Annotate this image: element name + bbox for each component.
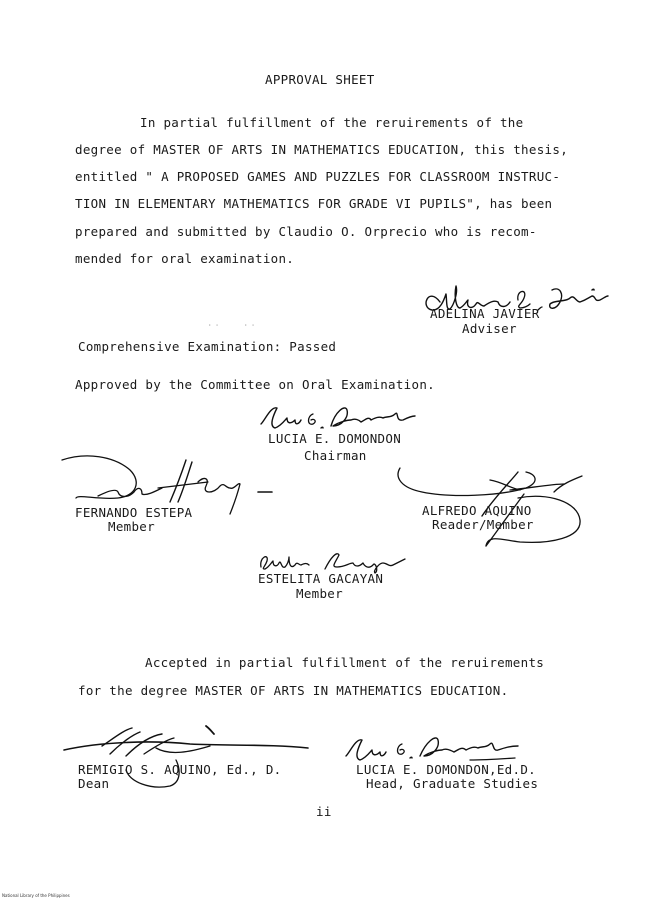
member-center-name: ESTELITA GACAYAN xyxy=(258,571,384,586)
document-title: APPROVAL SHEET xyxy=(265,72,375,87)
accepted-line-1: Accepted in partial fulfillment of the reruirements xyxy=(145,655,545,670)
body-line-4: TION IN ELEMENTARY MATHEMATICS FOR GRADE VI PUPILS", has been xyxy=(75,196,553,211)
page-number: ii xyxy=(316,804,332,819)
graduate-head-name: LUCIA E. DOMONDON,Ed.D. xyxy=(356,762,536,777)
accepted-line-2: for the degree MASTER OF ARTS IN MATHEMATICS EDUCATION. xyxy=(78,683,509,698)
body-line-3: entitled " A PROPOSED GAMES AND PUZZLES FOR CLASSROOM INSTRUC- xyxy=(75,169,561,184)
member-left-name: FERNANDO ESTEPA xyxy=(75,505,193,520)
dean-role: Dean xyxy=(78,776,110,791)
footer-note: National Library of the Philippines xyxy=(2,893,70,898)
member-left-role: Member xyxy=(108,519,155,534)
comprehensive-exam-line: Comprehensive Examination: Passed xyxy=(78,339,337,354)
body-line-6: mended for oral examination. xyxy=(75,251,295,266)
body-line-2: degree of MASTER OF ARTS IN MATHEMATICS EDUCATION, this thesis, xyxy=(75,142,569,157)
chairman-name: LUCIA E. DOMONDON xyxy=(268,431,402,446)
adviser-role: Adviser xyxy=(462,321,517,336)
body-line-5: prepared and submitted by Claudio O. Orprecio who is recom- xyxy=(75,224,537,239)
committee-intro: Approved by the Committee on Oral Examination. xyxy=(75,377,435,392)
chairman-signature xyxy=(255,402,420,434)
member-center-role: Member xyxy=(296,586,343,601)
body-line-1: In partial fulfillment of the reruirements of the xyxy=(140,115,524,130)
member-right-role: Reader/Member xyxy=(432,517,534,532)
chairman-role: Chairman xyxy=(304,448,367,463)
graduate-head-role: Head, Graduate Studies xyxy=(366,776,539,791)
dean-name: REMIGIO S. AQUINO, Ed., D. xyxy=(78,762,282,777)
scan-speck: · · xyxy=(244,322,255,329)
scan-speck: · · xyxy=(208,322,219,329)
adviser-name: ADELINA JAVIER xyxy=(430,306,540,321)
member-right-name: ALFREDO AQUINO xyxy=(422,503,532,518)
